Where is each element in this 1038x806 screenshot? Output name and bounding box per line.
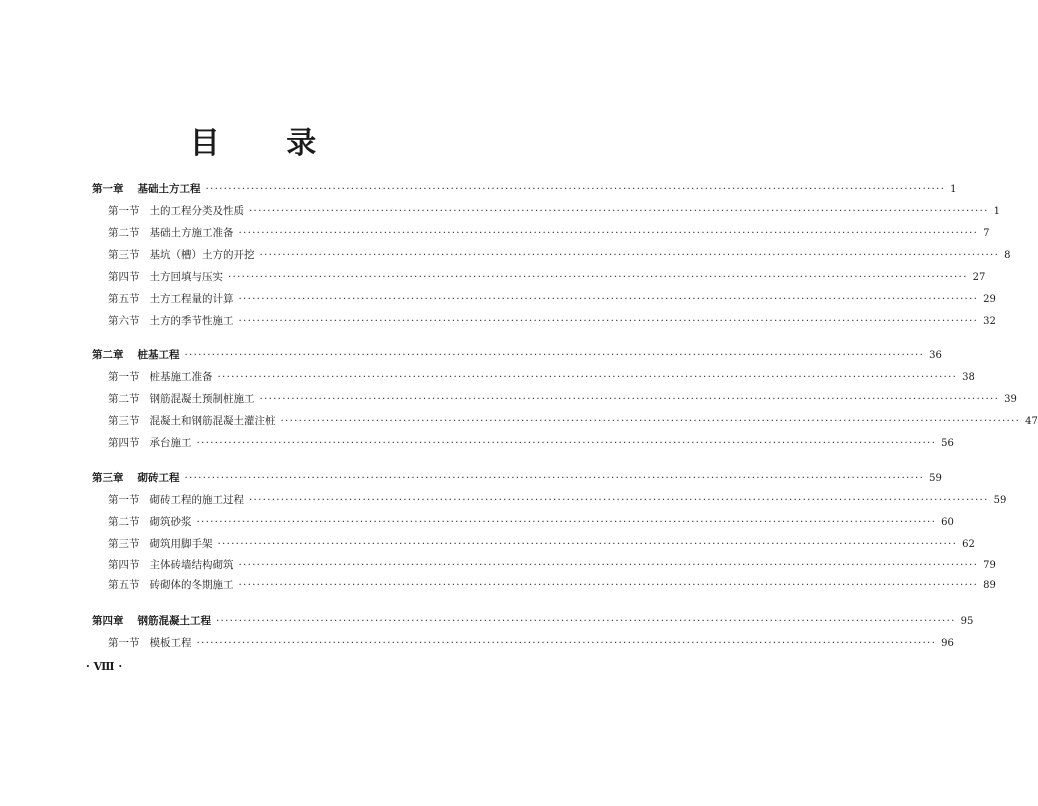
section-number: 第四节 bbox=[108, 437, 140, 449]
section-title: 基础土方施工准备 bbox=[149, 227, 234, 239]
section-number: 第一节 bbox=[108, 205, 140, 217]
section-title: 基坑（槽）土方的开挖 bbox=[149, 249, 255, 261]
page-number: 29 bbox=[983, 294, 996, 305]
section-number: 第四节 bbox=[108, 559, 140, 571]
section-title: 模板工程 bbox=[149, 637, 192, 649]
dot-leader: ··································································································································································· bbox=[238, 559, 979, 571]
section-number: 第三节 bbox=[108, 538, 140, 550]
page-number: 96 bbox=[941, 638, 954, 649]
dot-leader: ··································································································································································· bbox=[280, 415, 1021, 427]
page-number: 32 bbox=[983, 316, 996, 327]
page-number: 27 bbox=[972, 272, 986, 283]
page-number: 59 bbox=[929, 473, 942, 484]
toc-chapter-3[interactable] bbox=[92, 471, 942, 486]
section-title: 砖砌体的冬期施工 bbox=[149, 579, 234, 591]
dot-leader: ··································································································································································· bbox=[217, 371, 958, 383]
section-number: 第五节 bbox=[108, 579, 140, 591]
section-number: 第四节 bbox=[108, 271, 140, 283]
dot-leader: ··································································································································································· bbox=[249, 205, 989, 217]
dot-leader: ··································································································································································· bbox=[228, 271, 968, 283]
section-number: 第三节 bbox=[108, 249, 140, 261]
dot-leader: ··································································································································································· bbox=[259, 249, 1000, 261]
toc-section[interactable] bbox=[108, 636, 954, 651]
page-title: 目 录 bbox=[189, 126, 345, 161]
section-number: 第二节 bbox=[108, 516, 140, 528]
toc-section[interactable] bbox=[108, 493, 1007, 508]
toc-section[interactable] bbox=[108, 270, 986, 285]
chapter-number: 第一章 bbox=[92, 183, 124, 195]
toc-chapter-2[interactable] bbox=[92, 348, 942, 363]
chapter-title: 桩基工程 bbox=[137, 349, 180, 361]
page-number: 56 bbox=[941, 438, 954, 449]
page-number: 59 bbox=[993, 495, 1007, 506]
toc-section[interactable] bbox=[108, 578, 996, 593]
page-number: 95 bbox=[960, 616, 974, 627]
section-number: 第一节 bbox=[108, 494, 140, 506]
toc-section[interactable] bbox=[108, 370, 975, 385]
section-title: 土的工程分类及性质 bbox=[149, 205, 244, 217]
chapter-title: 基础土方工程 bbox=[137, 183, 201, 195]
section-title: 砌砖工程的施工过程 bbox=[149, 494, 244, 506]
toc-chapter-4[interactable] bbox=[92, 614, 974, 629]
page-number: 36 bbox=[929, 350, 942, 361]
toc-section[interactable] bbox=[108, 314, 996, 329]
page-number: 47 bbox=[1025, 416, 1038, 427]
page-number: 7 bbox=[983, 228, 990, 239]
dot-leader: ··································································································································································· bbox=[205, 183, 946, 195]
toc-section[interactable] bbox=[108, 515, 954, 530]
section-title: 土方回填与压实 bbox=[149, 271, 223, 283]
dot-leader: ··································································································································································· bbox=[238, 315, 979, 327]
toc-section[interactable] bbox=[108, 414, 1038, 429]
chapter-number: 第二章 bbox=[92, 349, 124, 361]
section-title: 承台施工 bbox=[149, 437, 192, 449]
toc-chapter-1[interactable] bbox=[92, 182, 957, 197]
toc-section[interactable] bbox=[108, 204, 1001, 219]
section-title: 砌筑砂浆 bbox=[149, 516, 192, 528]
dot-leader: ··································································································································································· bbox=[196, 437, 937, 449]
section-number: 第一节 bbox=[108, 637, 140, 649]
section-title: 主体砖墙结构砌筑 bbox=[149, 559, 234, 571]
toc-section[interactable] bbox=[108, 392, 1017, 407]
page-number: 8 bbox=[1004, 250, 1011, 261]
section-number: 第二节 bbox=[108, 393, 140, 405]
toc-section[interactable] bbox=[108, 226, 990, 241]
section-number: 第六节 bbox=[108, 315, 140, 327]
dot-leader: ··································································································································································· bbox=[196, 637, 937, 649]
dot-leader: ··································································································································································· bbox=[184, 472, 925, 484]
chapter-title: 钢筋混凝土工程 bbox=[137, 615, 211, 627]
section-title: 土方的季节性施工 bbox=[149, 315, 234, 327]
toc-section[interactable] bbox=[108, 558, 996, 573]
section-number: 第五节 bbox=[108, 293, 140, 305]
chapter-number: 第四章 bbox=[92, 615, 124, 627]
dot-leader: ··································································································································································· bbox=[249, 494, 989, 506]
page-number: 62 bbox=[962, 539, 975, 550]
dot-leader: ··································································································································································· bbox=[184, 349, 925, 361]
dot-leader: ··································································································································································· bbox=[217, 538, 958, 550]
dot-leader: ··································································································································································· bbox=[216, 615, 956, 627]
chapter-title: 砌砖工程 bbox=[137, 472, 180, 484]
section-title: 土方工程量的计算 bbox=[149, 293, 234, 305]
page-number: 1 bbox=[993, 206, 1001, 217]
toc-section[interactable] bbox=[108, 292, 996, 307]
section-number: 第二节 bbox=[108, 227, 140, 239]
section-title: 混凝土和钢筋混凝土灌注桩 bbox=[149, 415, 276, 427]
section-title: 钢筋混凝土预制桩施工 bbox=[149, 393, 255, 405]
section-number: 第三节 bbox=[108, 415, 140, 427]
chapter-number: 第三章 bbox=[92, 472, 124, 484]
toc-section[interactable] bbox=[108, 436, 954, 451]
dot-leader: ··································································································································································· bbox=[238, 293, 979, 305]
dot-leader: ··································································································································································· bbox=[259, 393, 1000, 405]
section-title: 桩基施工准备 bbox=[149, 371, 213, 383]
page-number: 60 bbox=[941, 517, 954, 528]
page-footer-number: · Ⅷ · bbox=[86, 660, 123, 673]
page-number: 79 bbox=[983, 560, 996, 571]
section-number: 第一节 bbox=[108, 371, 140, 383]
toc-section[interactable] bbox=[108, 537, 975, 552]
page-number: 1 bbox=[950, 184, 957, 195]
page-number: 89 bbox=[983, 580, 996, 591]
section-title: 砌筑用脚手架 bbox=[149, 538, 213, 550]
dot-leader: ··································································································································································· bbox=[238, 579, 979, 591]
toc-section[interactable] bbox=[108, 248, 1011, 263]
page-number: 39 bbox=[1004, 394, 1017, 405]
page-number: 38 bbox=[962, 372, 975, 383]
dot-leader: ··································································································································································· bbox=[196, 516, 937, 528]
dot-leader: ··································································································································································· bbox=[238, 227, 979, 239]
